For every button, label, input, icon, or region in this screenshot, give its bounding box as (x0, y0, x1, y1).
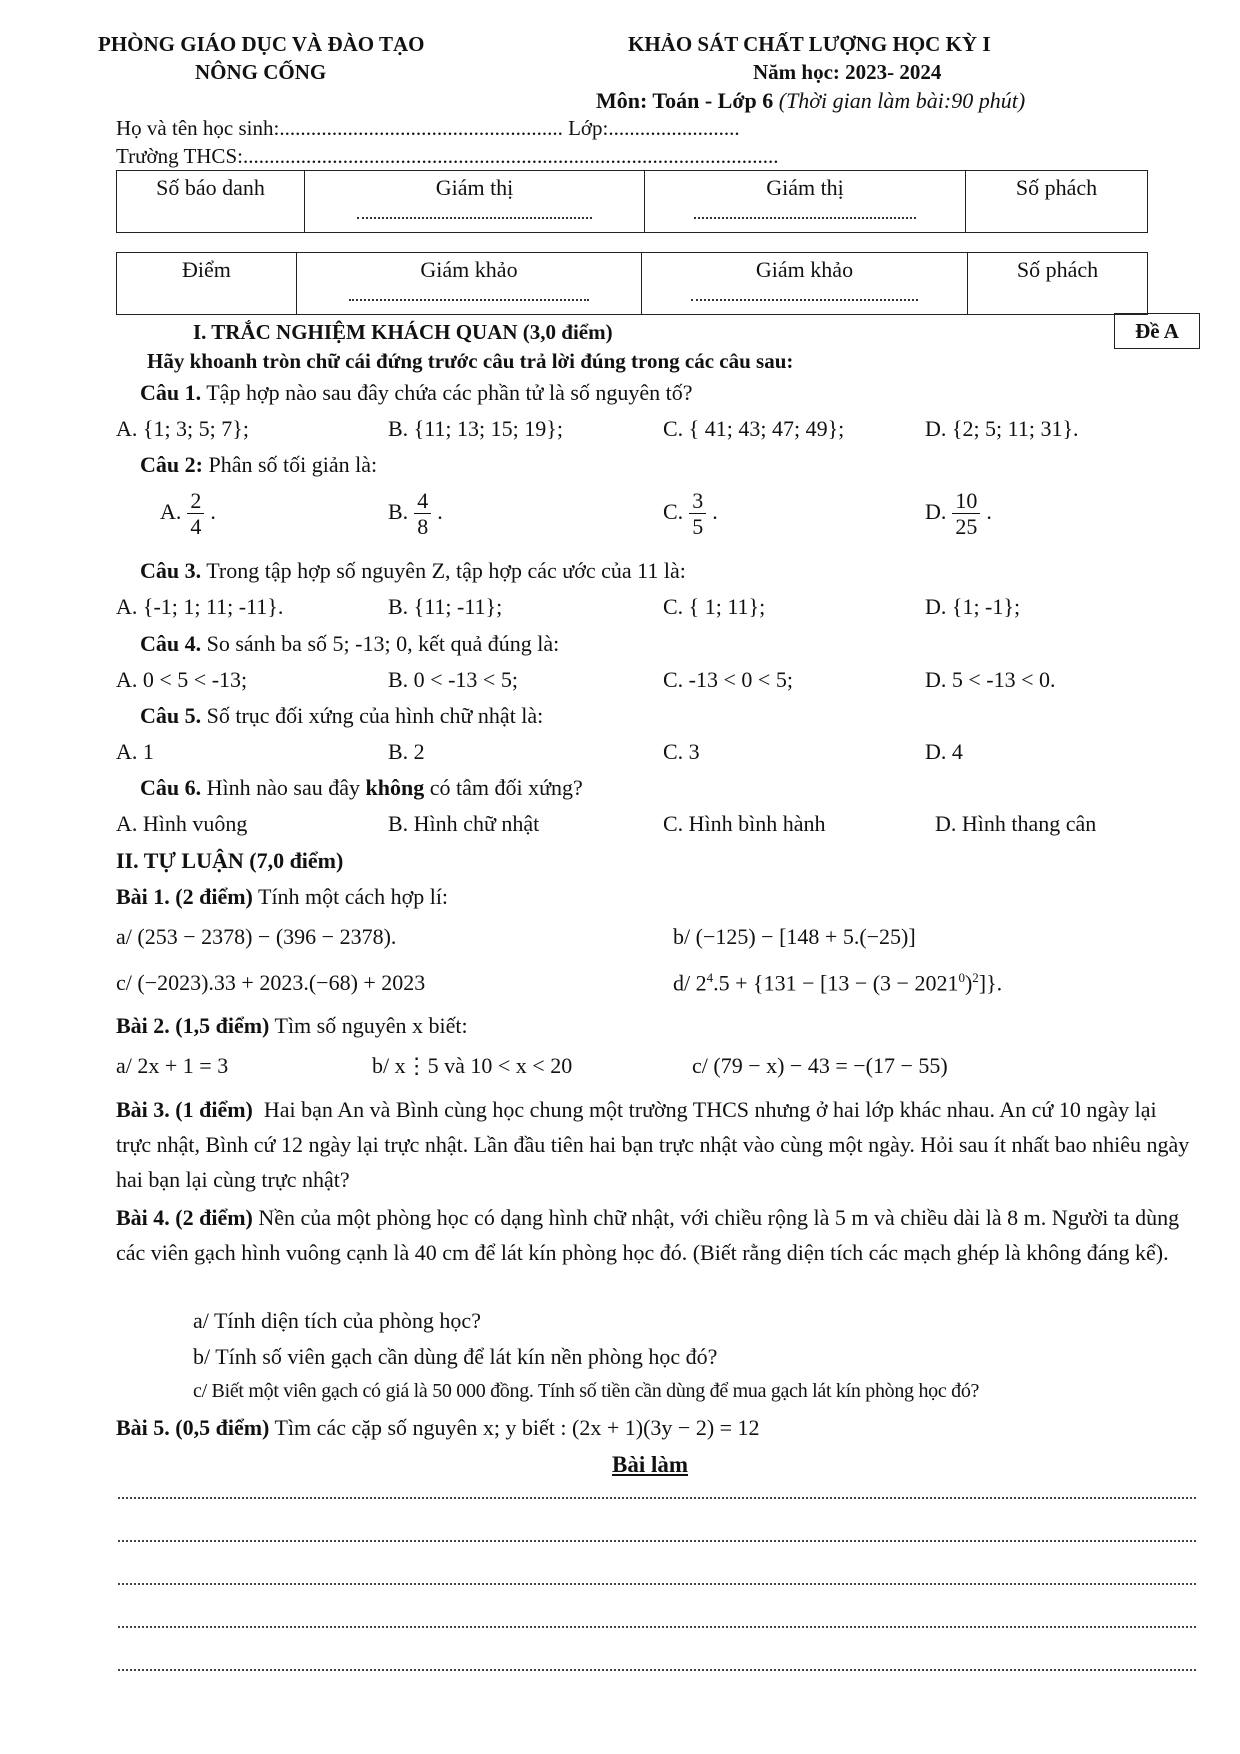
answer-title: Bài làm (612, 1452, 689, 1477)
ex1-part-a: a/ (253 − 2378) − (396 − 2378). (116, 924, 397, 949)
code-number-cell: Số phách (966, 171, 1148, 233)
subject-line (596, 88, 1025, 114)
question-6: Câu 6. Hình nào sau đây không có tâm đối xứng? (140, 775, 583, 800)
question-2: Câu 2: Phân số tối giản là: (140, 452, 378, 477)
q3-option-a[interactable]: A. {-1; 1; 11; -11}. (116, 594, 284, 619)
ex4-part-a: a/ Tính diện tích của phòng học? (193, 1308, 481, 1333)
q2-option-b[interactable]: B. $\frac{4}{8}$ . (388, 488, 443, 540)
q6-option-b[interactable]: B. Hình chữ nhật (388, 811, 540, 836)
student-name-field[interactable]: ...................................................... (279, 116, 563, 140)
q2-option-d[interactable]: D. $\frac{10}{25}$ . (925, 488, 992, 540)
ex2-part-a: a/ 2x + 1 = 3 (116, 1053, 229, 1078)
q4-option-a[interactable]: A. 0 < 5 < -13; (116, 667, 248, 692)
answer-line[interactable] (118, 1583, 1196, 1585)
code-number-cell-2: Số phách (968, 253, 1148, 315)
q1-option-b[interactable]: B. {11; 13; 15; 19}; (388, 416, 563, 441)
student-name-label: Họ và tên học sinh: (116, 116, 280, 140)
exam-duration: (Thời gian làm bài:90 phút) (778, 88, 1026, 113)
department-name: PHÒNG GIÁO DỤC VÀ ĐÀO TẠO (98, 32, 425, 56)
score-cell: Điểm (117, 253, 297, 315)
q2-option-a[interactable]: A. $\frac{2}{4}$ . (160, 488, 216, 540)
q6-option-a[interactable]: A. Hình vuông (116, 811, 248, 836)
q6-option-d[interactable]: D. Hình thang cân (935, 811, 1097, 836)
exercise-4: Bài 4. (2 điểm) Nền của một phòng học có dạng hình chữ nhật, với chiều rộng là 5 m và chiều dài là 8 m. Người ta dùng các viên gạch hình vuông cạnh là 40 cm để lát kín phòng học đó. (Biết rằng diện tích các mạch ghép là không đáng kể). (116, 1205, 1180, 1265)
section-1-title: I. TRẮC NGHIỆM KHÁCH QUAN (3,0 điểm) (193, 320, 613, 344)
q2-option-c[interactable]: C. $\frac{3}{5}$ . (663, 488, 718, 540)
question-1: Câu 1. Tập hợp nào sau đây chứa các phần tử là số nguyên tố? (140, 380, 693, 405)
class-field[interactable]: ......................... (608, 116, 740, 140)
district-name: NÔNG CỐNG (195, 60, 327, 84)
exam-title: KHẢO SÁT CHẤT LƯỢNG HỌC KỲ I (628, 32, 991, 56)
q1-option-d[interactable]: D. {2; 5; 11; 31}. (925, 416, 1079, 441)
question-5: Câu 5. Số trục đối xứng của hình chữ nhật là: (140, 703, 544, 728)
answer-line[interactable] (118, 1497, 1196, 1499)
ex2-part-b: b/ x⋮5 và 10 < x < 20 (372, 1053, 573, 1078)
question-4: Câu 4. So sánh ba số 5; -13; 0, kết quả đúng là: (140, 631, 560, 656)
school-field[interactable]: ...................................................................................................... (242, 144, 779, 168)
school-line (116, 144, 778, 169)
q3-option-c[interactable]: C. { 1; 11}; (663, 594, 766, 619)
student-name-line (116, 116, 740, 141)
school-label: Trường THCS: (116, 144, 243, 168)
ex1-part-c: c/ (−2023).33 + 2023.(−68) + 2023 (116, 970, 426, 995)
q6-option-c[interactable]: C. Hình bình hành (663, 811, 826, 836)
q5-option-d[interactable]: D. 4 (925, 739, 963, 764)
school-year: Năm học: 2023- 2024 (753, 60, 942, 84)
examiner-1-cell: Giám khảo (297, 253, 642, 315)
proctor-2-cell: Giám thị (645, 171, 966, 233)
proctor-1-cell: Giám thị (305, 171, 645, 233)
exercise-1: Bài 1. (2 điểm) Tính một cách hợp lí: (116, 884, 449, 909)
exam-code-box: Đề A (1114, 313, 1200, 349)
q1-option-c[interactable]: C. { 41; 43; 47; 49}; (663, 416, 845, 441)
q4-option-d[interactable]: D. 5 < -13 < 0. (925, 667, 1056, 692)
q1-option-a[interactable]: A. {1; 3; 5; 7}; (116, 416, 249, 441)
answer-line[interactable] (118, 1540, 1196, 1542)
examiner-2-cell: Giám khảo (642, 253, 968, 315)
proctor-table (116, 170, 1148, 233)
q4-option-b[interactable]: B. 0 < -13 < 5; (388, 667, 518, 692)
q3-option-d[interactable]: D. {1; -1}; (925, 594, 1021, 619)
examiner-table (116, 252, 1148, 315)
ex4-part-c: c/ Biết một viên gạch có giá là 50 000 đồng. Tính số tiền cần dùng để mua gạch lát kín phòng học đó? (193, 1380, 980, 1402)
ex1-part-d: d/ $2^4.5 + \{131 - [13 - (3 - 2021^0)^2]\}$. (673, 970, 1003, 996)
ex4-part-b: b/ Tính số viên gạch cần dùng để lát kín nền phòng học đó? (193, 1344, 718, 1369)
ex2-part-c: c/ (79 − x) − 43 = −(17 − 55) (692, 1053, 948, 1078)
ex1-part-b: b/ (−125) − [148 + 5.(−25)] (673, 924, 916, 949)
section-2-title: II. TỰ LUẬN (7,0 điểm) (116, 848, 344, 873)
q5-option-a[interactable]: A. 1 (116, 739, 154, 764)
exercise-3: Bài 3. (1 điểm) Hai bạn An và Bình cùng học chung một trường THCS nhưng ở hai lớp khác nhau. An cứ 10 ngày lại trực nhật, Bình cứ 12 ngày lại trực nhật. Lần đầu tiên hai bạn trực nhật vào cùng một ngày. Hỏi sau ít nhất bao nhiêu ngày hai bạn lại cùng trực nhật? (116, 1097, 1190, 1192)
q3-option-b[interactable]: B. {11; -11}; (388, 594, 503, 619)
q4-option-c[interactable]: C. -13 < 0 < 5; (663, 667, 793, 692)
candidate-number-cell: Số báo danh (117, 171, 305, 233)
exercise-5: Bài 5. (0,5 điểm) Tìm các cặp số nguyên x; y biết : (2x + 1)(3y − 2) = 12 (116, 1415, 760, 1440)
question-3: Câu 3. Trong tập hợp số nguyên Z, tập hợp các ước của 11 là: (140, 558, 686, 583)
q5-option-b[interactable]: B. 2 (388, 739, 425, 764)
class-label: Lớp: (568, 116, 609, 140)
answer-line[interactable] (118, 1626, 1196, 1628)
section-1-instruction: Hãy khoanh tròn chữ cái đứng trước câu trả lời đúng trong các câu sau: (147, 349, 794, 373)
answer-line[interactable] (118, 1669, 1196, 1671)
q5-option-c[interactable]: C. 3 (663, 739, 700, 764)
exercise-2: Bài 2. (1,5 điểm) Tìm số nguyên x biết: (116, 1013, 468, 1038)
subject-label: Môn: Toán - Lớp 6 (596, 88, 774, 113)
